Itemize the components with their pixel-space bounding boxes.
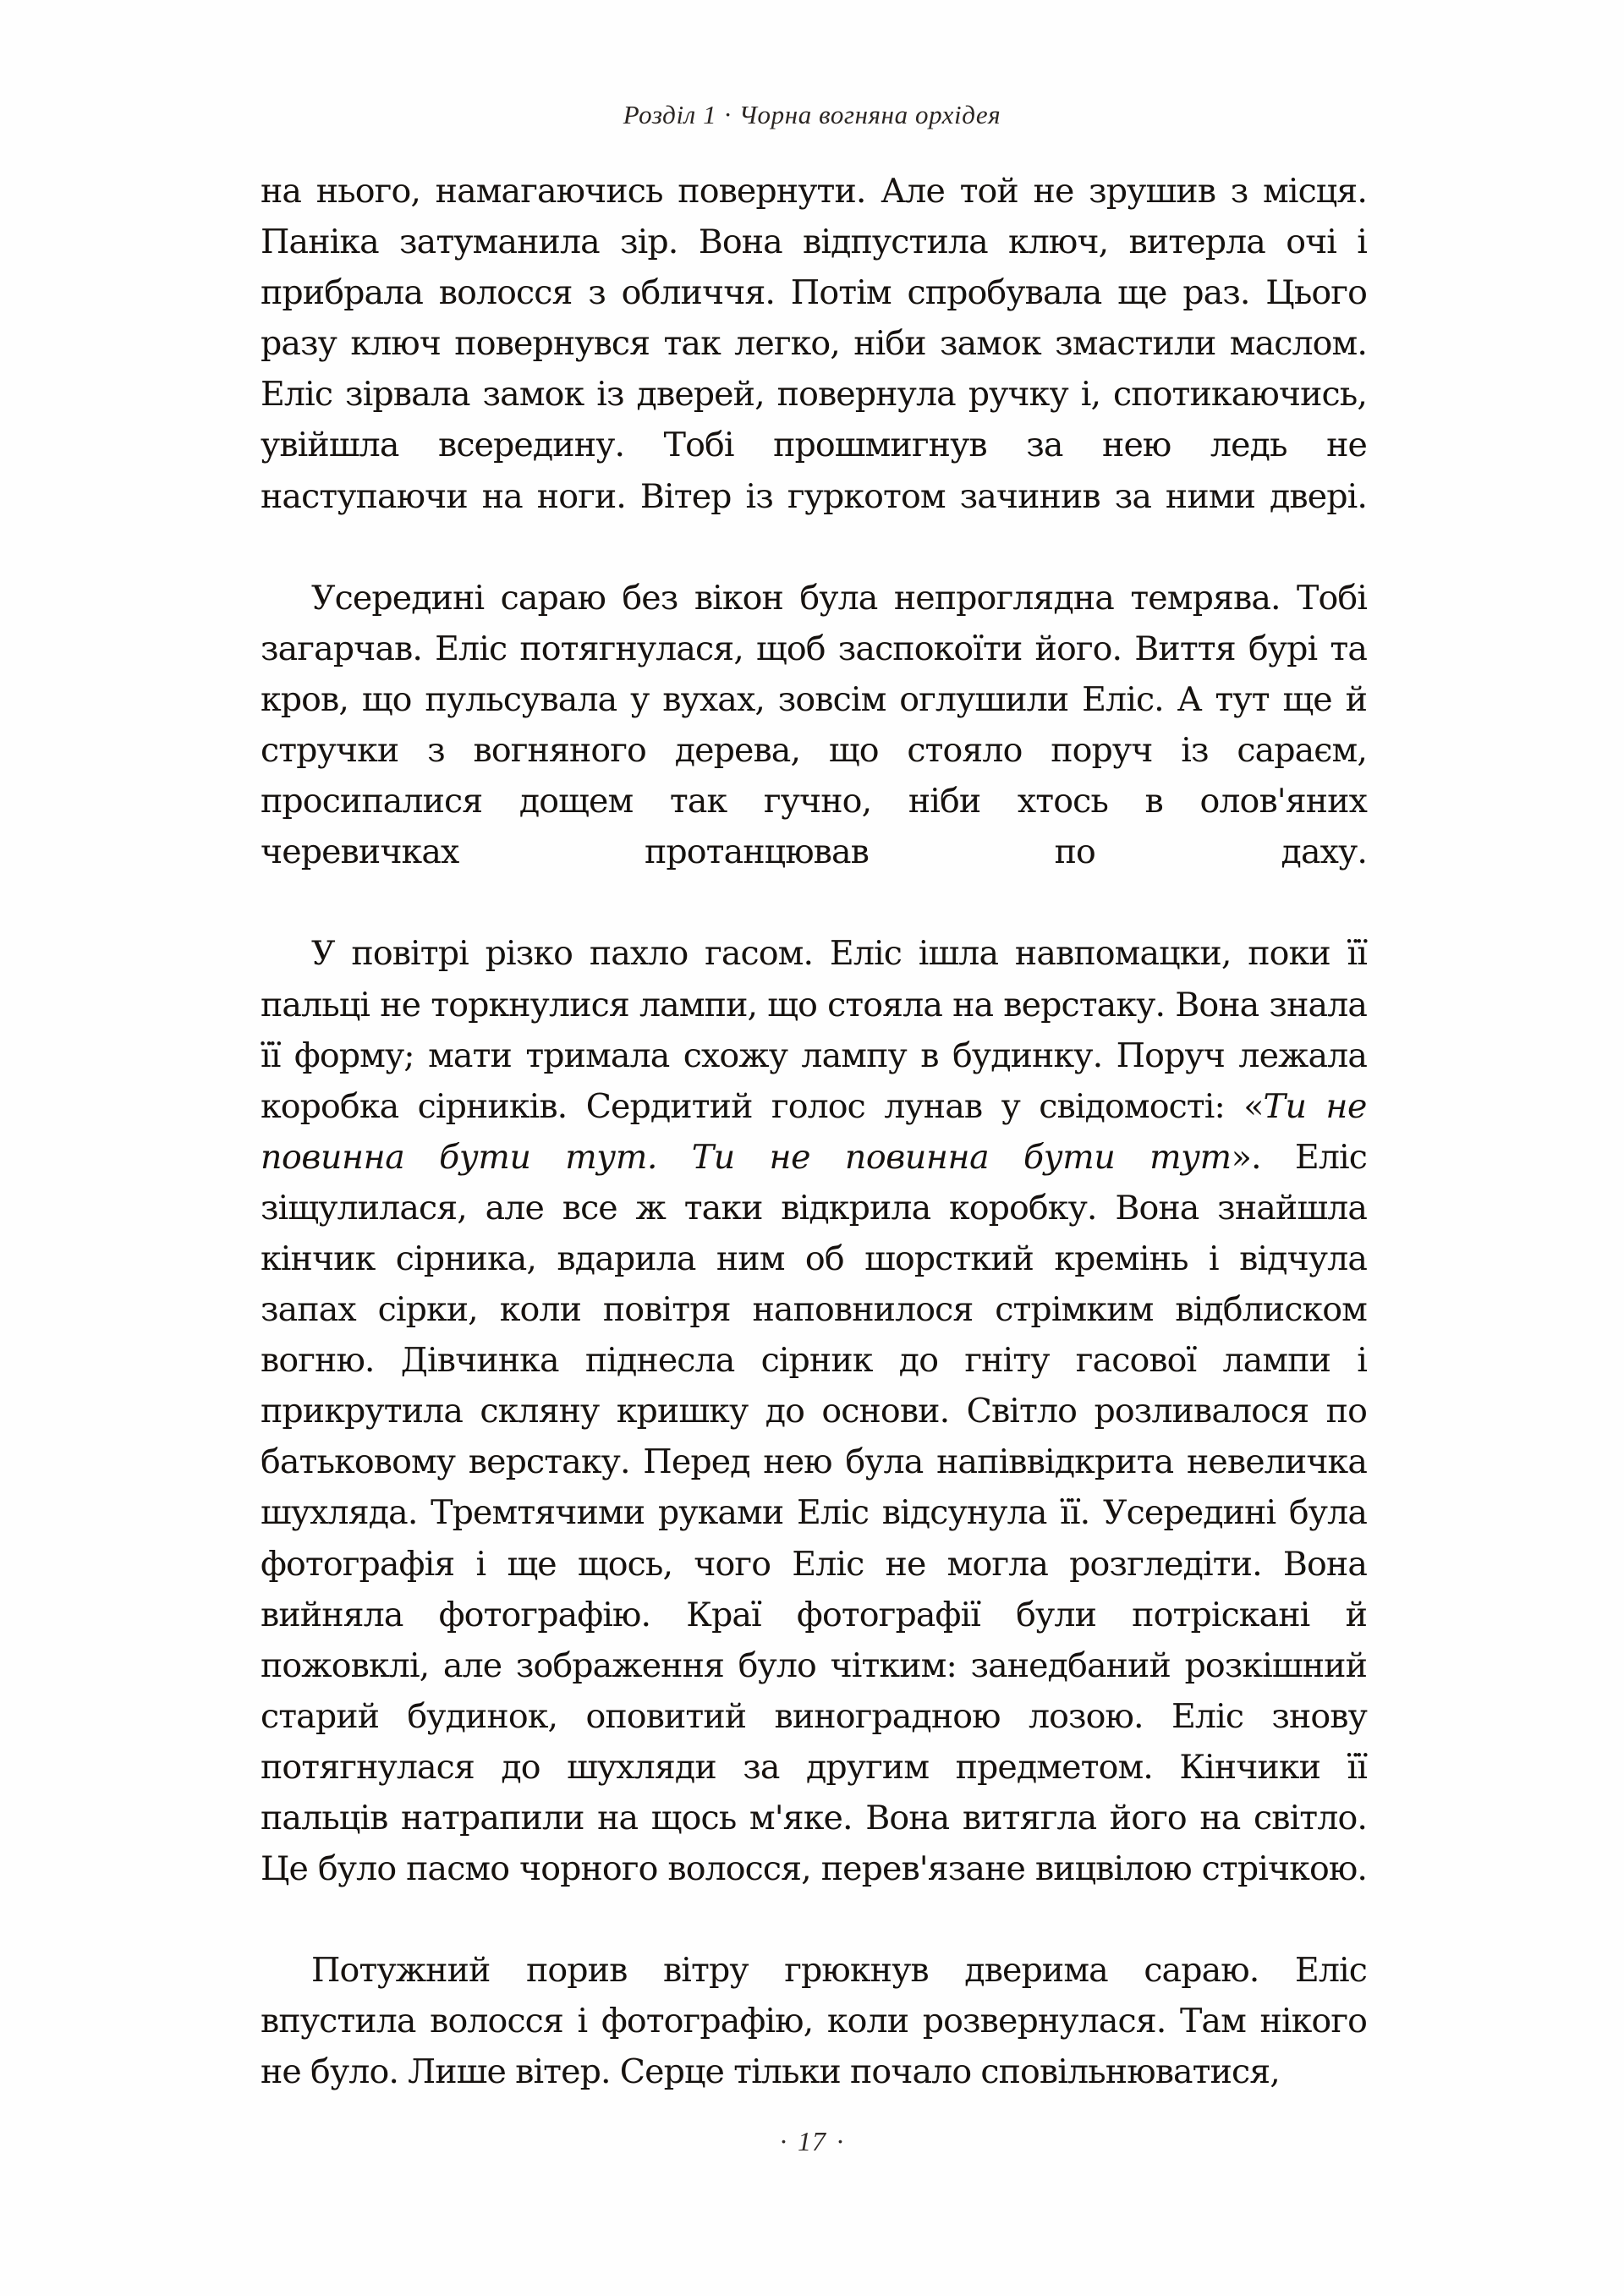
page-folio — [0, 2126, 1624, 2157]
body-text-block — [261, 166, 1367, 2098]
paragraph — [261, 928, 1367, 1945]
paragraph-segment-italic: Ти не повинна бути тут. Ти не повинна бути тут — [261, 1086, 1367, 1177]
running-head-separator: · — [724, 100, 732, 129]
paragraph-segment-plain: У повітрі різко пахло гасом. Еліс ішла навпомацки, поки її пальці не торкнулися лампи, що стояла на верстаку. Вона знала її форму; мати тримала схожу лампу в будинку. Поруч лежала коробка сірників. Сердитий голос лунав у свідомості: « — [261, 934, 1367, 1126]
running-head — [0, 100, 1624, 130]
running-head-chapter-title: Чорна вогняна орхідея — [738, 100, 1001, 129]
paragraph: на нього, намагаючись повернути. Але той не зрушив з місця. Паніка затуманила зір. Вона відпустила ключ, витерла очі і прибрала волосся з обличчя. Потім спробувала ще раз. Цього разу ключ повернувся так легко, ніби замок змастили маслом. Еліс зірвала замок із дверей, повернула ручку і, спотикаючись, увійшла всередину. Тобі прошмигнув за нею ледь не наступаючи на ноги. Вітер із гуркотом зачинив за ними двері. — [261, 172, 1367, 516]
folio-right-ornament: · — [837, 2126, 844, 2156]
running-head-chapter-label: Розділ 1 — [623, 100, 717, 129]
paragraph: Усередині сараю без вікон була непроглядна темрява. Тобі загарчав. Еліс потягнулася, щоб заспокоїти його. Виття бурі та кров, що пульсувала у вухах, зовсім оглушили Еліс. А тут ще й стручки з вогняного дерева, що стояло поруч із сараєм, просипалися дощем так гучно, ніби хтось в олов'яних черевичках протанцював по даху. — [261, 578, 1367, 872]
folio-page-number: 17 — [798, 2126, 826, 2156]
paragraph-segment-plain: ». Еліс зіщулилася, але все ж таки відкрила коробку. Вона знайшла кінчик сірника, вдарила ним об шорсткий кремінь і відчула запах сірки, коли повітря наповнилося стрімким відблиском вогню. Дівчинка піднесла сірник до гніту гасової лампи і прикрутила скляну кришку до основи. Світло розливалося по батьковому верстаку. Перед нею була напіввідкрита невеличка шухляда. Тремтячими руками Еліс відсунула її. Усередині була фотографія і ще щось, чого Еліс не могла розгледіти. Вона вийняла фотографію. Краї фотографії були потріскані й пожовклі, але зображення було чітким: занедбаний розкішний старий будинок, оповитий виноградною лозою. Еліс знову потягнулася до шухляди за другим предметом. Кінчики її пальців натрапили на щось м'яке. Вона витягла його на світло. Це було пасмо чорного волосся, перев'язане вицвілою стрічкою. — [261, 1137, 1367, 1889]
folio-left-ornament: · — [780, 2126, 787, 2156]
paragraph: Потужний порив вітру грюкнув дверима сараю. Еліс впустила волосся і фотографію, коли розвернулася. Там нікого не було. Лише вітер. Серце тільки почало сповільнюватися, — [261, 1951, 1367, 2092]
